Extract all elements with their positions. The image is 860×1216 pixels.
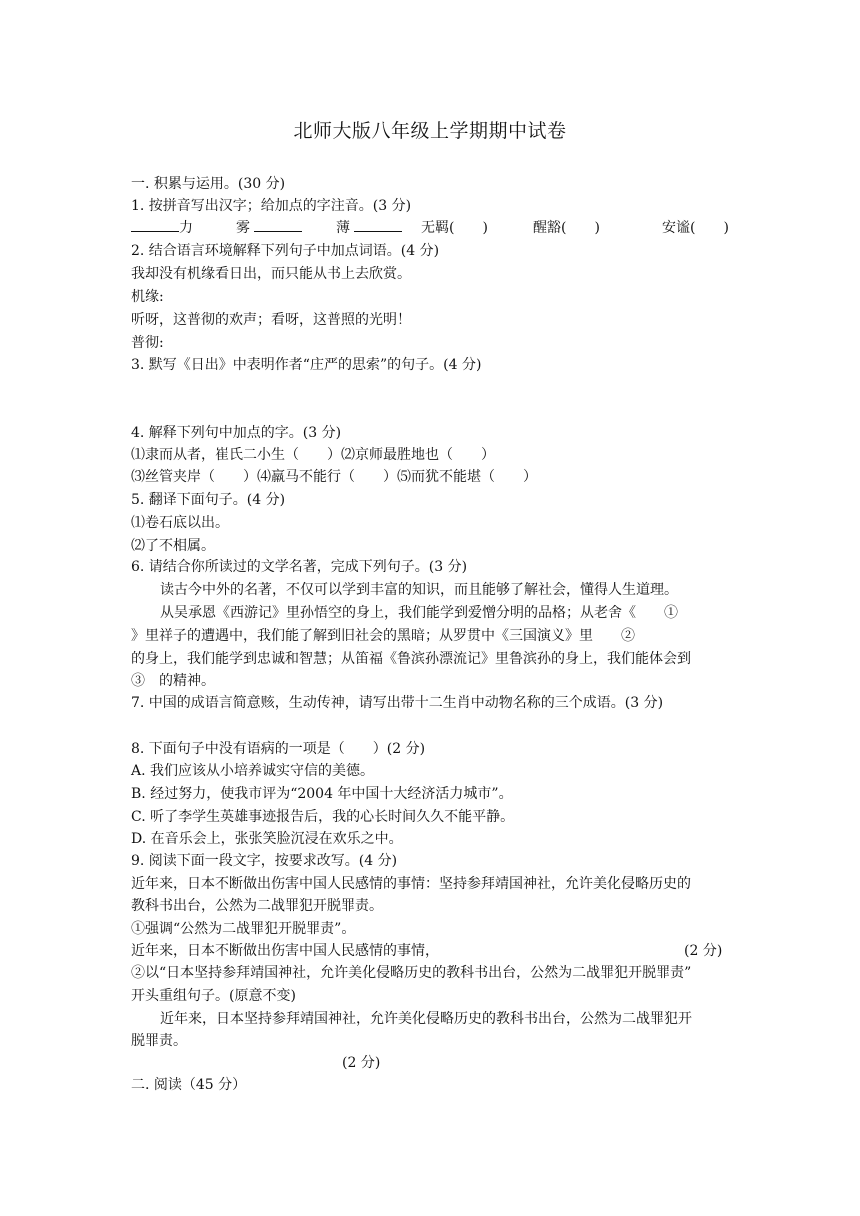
question-text: 》里祥子的遭遇中，我们能了解到旧社会的黑暗；从罗贯中《三国演义》里 ② — [131, 628, 635, 644]
question-stem: 1. 按拼音写出汉字；给加点的字注音。(3 分) — [131, 198, 412, 214]
answer-blank[interactable] — [254, 219, 302, 232]
question-text: 近年来，日本坚持参拜靖国神社，允许美化侵略历史的教科书出台，公然为二战罪犯开 — [160, 1011, 692, 1027]
question-text: ③ 的精神。 — [131, 673, 215, 689]
pinyin-item: 雾 — [236, 219, 302, 237]
pinyin-item: 安谧( ) — [662, 220, 729, 236]
question-stem: 5. 翻译下面句子。(4 分) — [131, 492, 286, 508]
choice-option: C. 听了李学生英雄事迹报告后，我的心长时间久久不能平静。 — [131, 809, 515, 825]
question-text: 从吴承恩《西游记》里孙悟空的身上，我们能学到爱憎分明的品格；从老舍《 ① — [160, 605, 678, 621]
question-text: ⑴卷石底以出。 — [131, 515, 229, 531]
question-text: 近年来，日本不断做出伤害中国人民感情的事情， — [131, 943, 439, 959]
question-text: ⑵了不相属。 — [131, 538, 215, 554]
question-stem: 6. 请结合你所读过的文学名著，完成下列句子。(3 分) — [131, 559, 468, 575]
choice-option: B. 经过努力，使我市评为“2004 年中国十大经济活力城市”。 — [131, 786, 513, 802]
question-text: 读古今中外的名著，不仅可以学到丰富的知识，而且能够了解社会，懂得人生道理。 — [160, 582, 678, 598]
answer-label: 普彻: — [131, 335, 164, 351]
score-label: (2 分) — [342, 1055, 381, 1071]
question-text: 近年来，日本不断做出伤害中国人民感情的事情：坚持参拜靖国神社，允许美化侵略历史的 — [131, 876, 691, 892]
question-text: 脱罪责。 — [131, 1033, 187, 1049]
choice-option: D. 在音乐会上，张张笑脸沉浸在欢乐之中。 — [131, 831, 403, 847]
answer-blank[interactable] — [354, 219, 402, 232]
answer-label: 机缘: — [131, 289, 164, 305]
question-text: 开头重组句子。(原意不变) — [131, 988, 296, 1004]
question-text: 我却没有机缘看日出，而只能从书上去欣赏。 — [131, 266, 411, 282]
question-text: ⑴隶而从者，崔氏二小生（ ）⑵京师最胜地也（ ） — [131, 447, 495, 463]
question-stem: 3. 默写《日出》中表明作者“庄严的思索”的句子。(4 分) — [131, 357, 482, 373]
question-stem: 4. 解释下列句中加点的字。(3 分) — [131, 425, 342, 441]
pinyin-item: 薄 — [336, 219, 402, 237]
answer-blank[interactable] — [131, 219, 179, 232]
question-stem: 8. 下面句子中没有语病的一项是（ ）(2 分) — [131, 741, 426, 757]
question-stem: 9. 阅读下面一段文字，按要求改写。(4 分) — [131, 853, 398, 869]
question-stem: 7. 中国的成语言简意赅，生动传神，请写出带十二生肖中动物名称的三个成语。(3 分) — [131, 695, 664, 711]
page-title: 北师大版八年级上学期期中试卷 — [293, 120, 567, 142]
question-text: ⑶丝管夹岸（ ）⑷羸马不能行（ ）⑸而犹不能堪（ ） — [131, 469, 537, 485]
question-text: ①强调“公然为二战罪犯开脱罪责”。 — [131, 921, 356, 937]
choice-option: A. 我们应该从小培养诚实守信的美德。 — [131, 763, 375, 779]
pinyin-item: 力 — [131, 219, 193, 237]
question-text: 的身上，我们能学到忠诚和智慧；从笛福《鲁滨孙漂流记》里鲁滨孙的身上，我们能体会到 — [131, 651, 691, 667]
question-text: 教科书出台，公然为二战罪犯开脱罪责。 — [131, 898, 383, 914]
question-text: 听呀，这普彻的欢声；看呀，这普照的光明！ — [131, 312, 411, 328]
question-stem: 2. 结合语言环境解释下列句子中加点词语。(4 分) — [131, 243, 440, 259]
section-heading: 二. 阅读（45 分） — [131, 1077, 247, 1093]
pinyin-item: 醒豁( ) — [533, 220, 600, 236]
section-heading: 一. 积累与运用。(30 分) — [131, 176, 286, 192]
pinyin-item: 无羁( ) — [421, 220, 488, 236]
question-text: ②以“日本坚持参拜靖国神社，允许美化侵略历史的教科书出台，公然为二战罪犯开脱罪责” — [131, 965, 692, 981]
score-label: (2 分) — [684, 943, 723, 959]
